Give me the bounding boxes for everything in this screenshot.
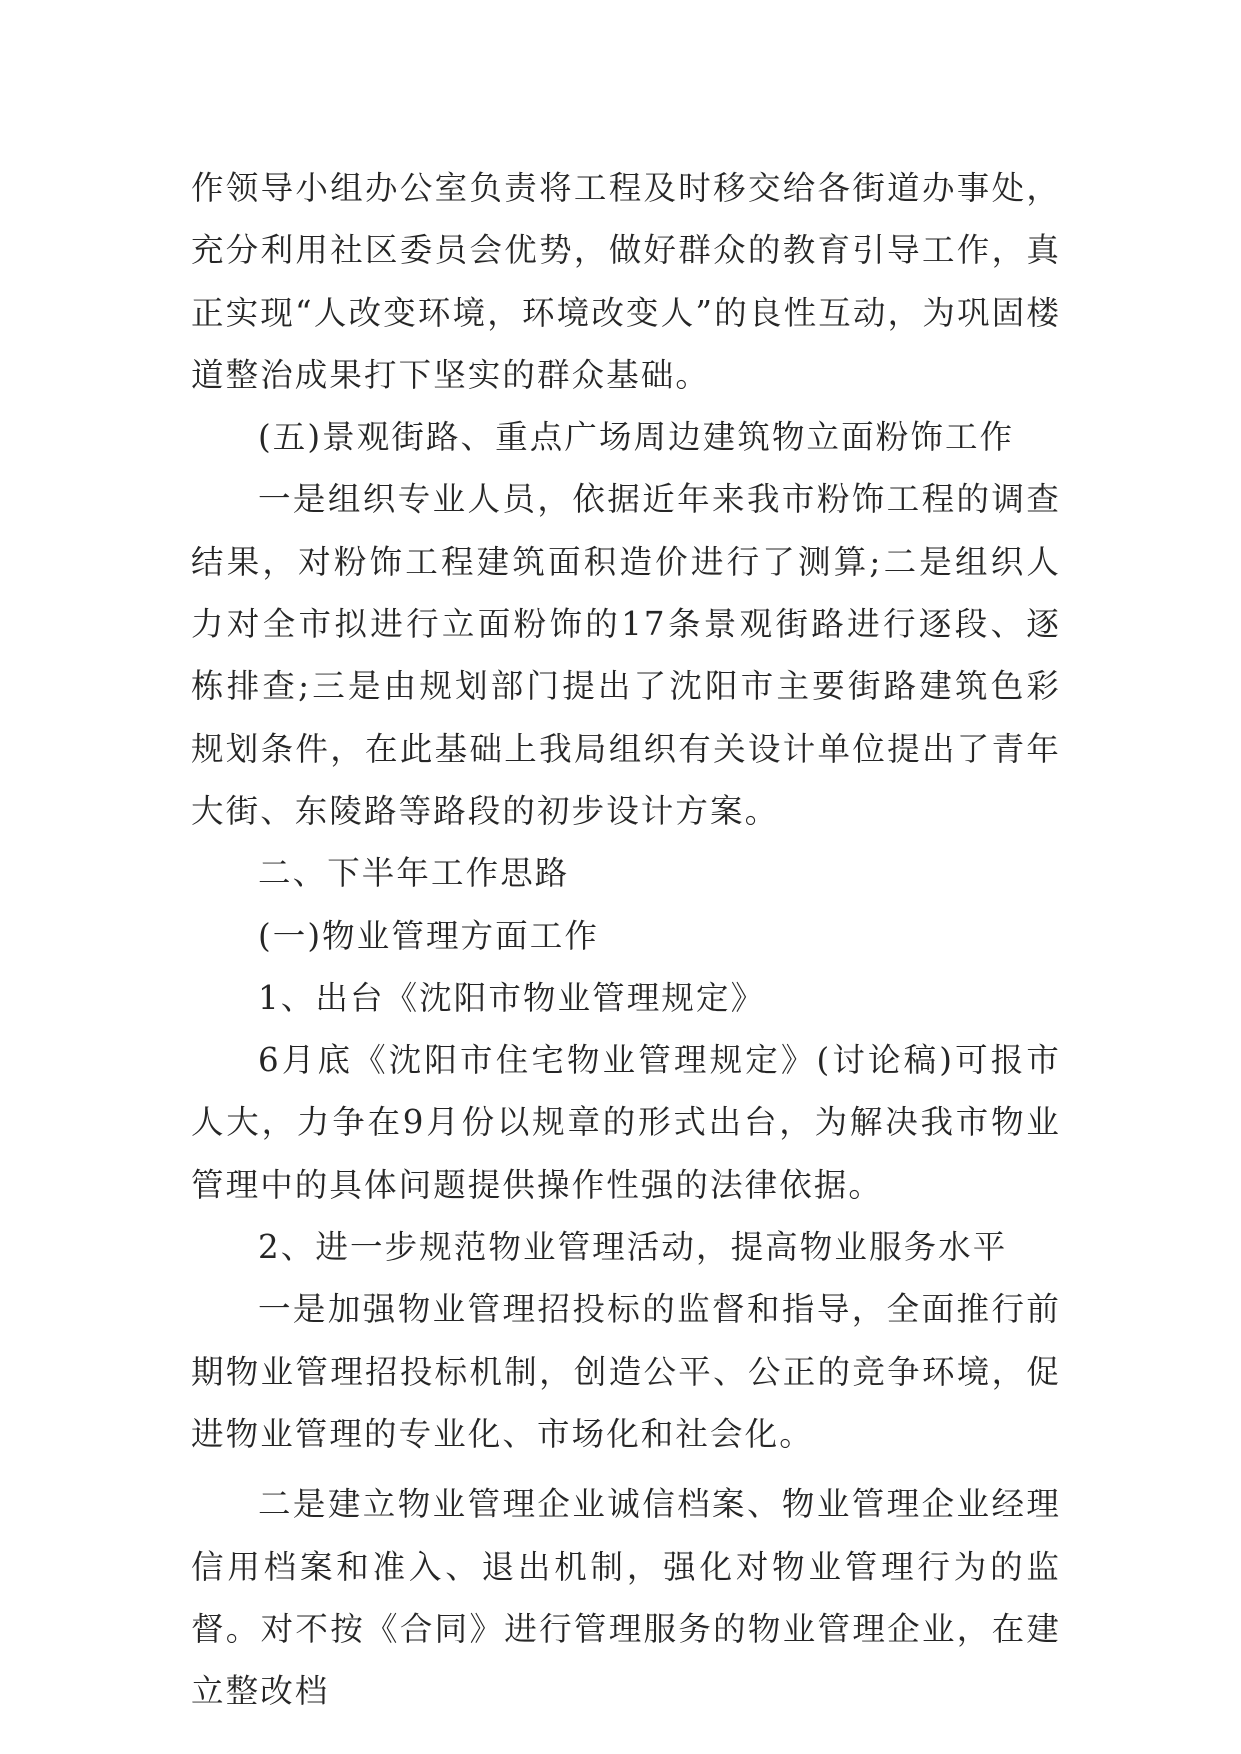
item-heading-1: 1、出台《沈阳市物业管理规定》 — [258, 978, 766, 1017]
paragraph-10: 二是建立物业管理企业诚信档案、物业管理企业经理信用档案和准入、退出机制，强化对物业管理行为的监督。对不按《合同》进行管理服务的物业管理企业，在建立整改档 — [191, 1485, 1061, 1711]
paragraph-7: 6月底《沈阳市住宅物业管理规定》(讨论稿)可报市人大，力争在9月份以规章的形式出台，为解决我市物业管理中的具体问题提供操作性强的法律依据。 — [191, 1041, 1061, 1204]
item-heading-2: 2、进一步规范物业管理活动，提高物业服务水平 — [258, 1228, 1008, 1267]
subheading-1: (一)物业管理方面工作 — [258, 916, 599, 955]
paragraph-3: 一是组织专业人员，依据近年来我市粉饰工程的调查结果，对粉饰工程建筑面积造价进行了测算;二是组织人力对全市拟进行立面粉饰的17条景观街路进行逐段、逐栋排查;三是由规划部门提出了沈阳市主要街路建筑色彩规划条件，在此基础上我局组织有关设计单位提出了青年大街、东陵路等路段的初步设计方案。 — [191, 480, 1061, 830]
paragraph-heading-5: (五)景观街路、重点广场周边建筑物立面粉饰工作 — [258, 418, 1015, 457]
paragraph-1: 作领导小组办公室负责将工程及时移交给各街道办事处，充分利用社区委员会优势，做好群众的教育引导工作，真正实现“人改变环境，环境改变人”的良性互动，为巩固楼道整治成果打下坚实的群众基础。 — [191, 169, 1061, 394]
document-body — [191, 157, 1061, 1722]
paragraph-9: 一是加强物业管理招投标的监督和指导，全面推行前期物业管理招投标机制，创造公平、公正的竞争环境，促进物业管理的专业化、市场化和社会化。 — [191, 1290, 1061, 1453]
section-heading-2: 二、下半年工作思路 — [258, 854, 570, 893]
